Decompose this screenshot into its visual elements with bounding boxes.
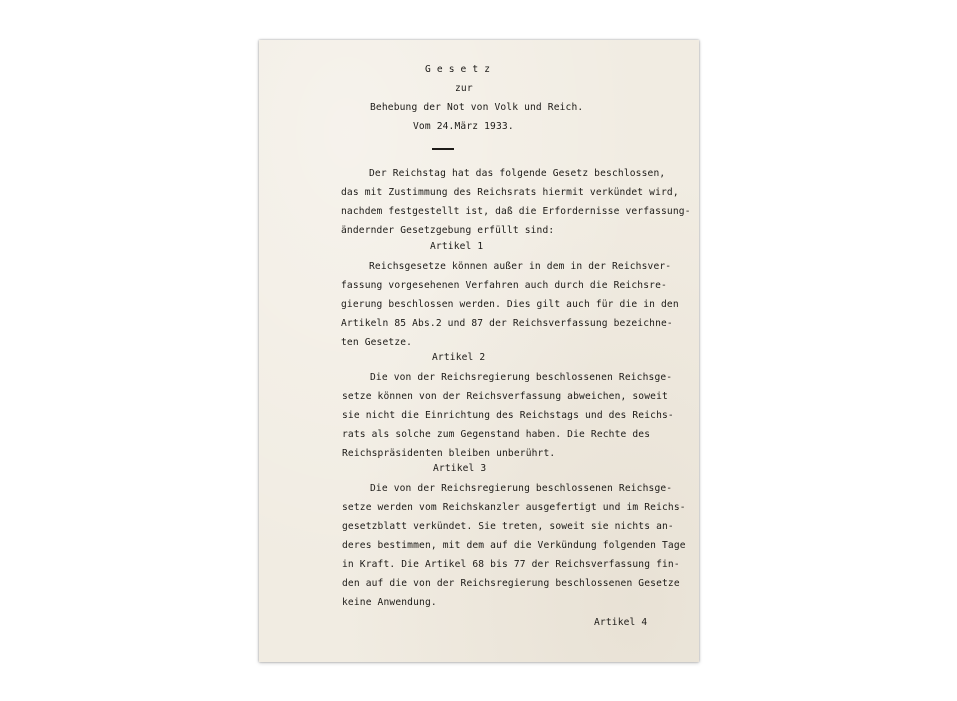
title-subject: Behebung der Not von Volk und Reich. — [370, 102, 584, 113]
article-3-line: gesetzblatt verkündet. Sie treten, soweit sie nichts an- — [342, 521, 674, 532]
article-1-heading: Artikel 1 — [430, 241, 484, 252]
article-3-line: in Kraft. Die Artikel 68 bis 77 der Reichsverfassung fin- — [342, 559, 680, 570]
article-2-line: setze können von der Reichsverfassung abweichen, soweit — [342, 391, 668, 402]
article-1-line: fassung vorgesehenen Verfahren auch durch die Reichsre- — [341, 280, 667, 291]
article-2-line: Die von der Reichsregierung beschlossenen Reichsge- — [370, 372, 673, 383]
article-1-line: Reichsgesetze können außer in dem in der Reichsver- — [369, 261, 672, 272]
article-2-line: rats als solche zum Gegenstand haben. Die Rechte des — [342, 429, 651, 440]
article-2-line: Reichspräsidenten bleiben unberührt. — [342, 448, 556, 459]
article-3-line: deres bestimmen, mit dem auf die Verkündung folgenden Tage — [342, 540, 686, 551]
article-3-line: den auf die von der Reichsregierung beschlossenen Gesetze — [342, 578, 680, 589]
article-1-line: gierung beschlossen werden. Dies gilt auch für die in den — [341, 299, 679, 310]
preamble-line: Der Reichstag hat das folgende Gesetz beschlossen, — [369, 168, 666, 179]
article-1-line: ten Gesetze. — [341, 337, 413, 348]
article-3-heading: Artikel 3 — [433, 463, 487, 474]
article-2-line: sie nicht die Einrichtung des Reichstags und des Reichs- — [342, 410, 674, 421]
preamble-line: nachdem festgestellt ist, daß die Erfordernisse verfassung- — [341, 206, 691, 217]
article-1-line: Artikeln 85 Abs.2 und 87 der Reichsverfassung bezeichne- — [341, 318, 673, 329]
title-date: Vom 24.März 1933. — [413, 121, 514, 132]
title-underline — [432, 148, 454, 150]
preamble-line: das mit Zustimmung des Reichsrats hiermit verkündet wird, — [341, 187, 679, 198]
article-3-line: setze werden vom Reichskanzler ausgefertigt und im Reichs- — [342, 502, 686, 513]
title-zur: zur — [455, 83, 473, 94]
article-4-heading: Artikel 4 — [594, 617, 648, 628]
article-3-line: keine Anwendung. — [342, 597, 437, 608]
preamble-line: ändernder Gesetzgebung erfüllt sind: — [341, 225, 555, 236]
article-3-line: Die von der Reichsregierung beschlossenen Reichsge- — [370, 483, 673, 494]
article-2-heading: Artikel 2 — [432, 352, 486, 363]
title-gesetz: G e s e t z — [425, 64, 491, 75]
